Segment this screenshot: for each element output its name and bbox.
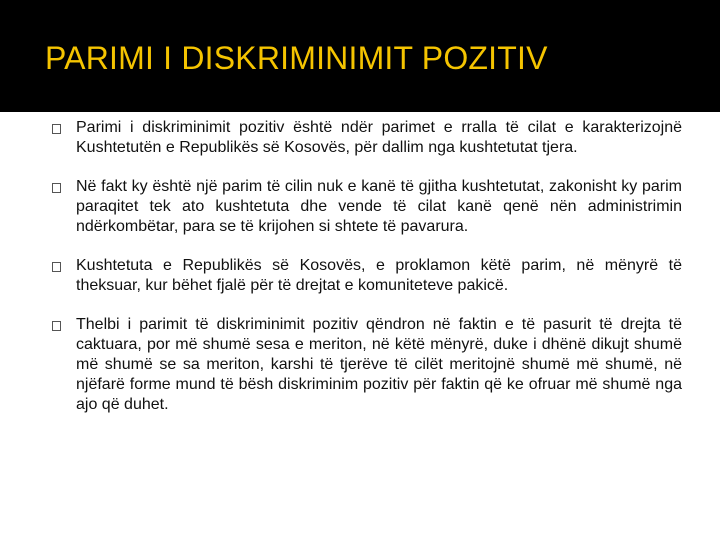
- bullet-box-icon: [52, 262, 61, 272]
- bullet-item: [52, 256, 682, 296]
- bullet-item: [52, 118, 682, 158]
- bullet-box-icon: [52, 124, 61, 134]
- bullet-text: Parimi i diskriminimit pozitiv është ndër parimet e rralla të cilat e karakterizojnë Kushtetutën e Republikës së Kosovës, për dallim nga kushtetutat tjera.: [76, 119, 682, 156]
- bullet-box-icon: [52, 183, 61, 193]
- bullet-box-icon: [52, 321, 61, 331]
- slide-title: PARIMI I DISKRIMINIMIT POZITIV: [45, 40, 548, 76]
- title-bar: [0, 0, 720, 112]
- bullet-text: Thelbi i parimit të diskriminimit pozitiv qëndron në faktin e të pasurit të drejta të caktuara, por më shumë sesa e meriton, në këtë mënyrë, duke i dhënë dikujt shumë më shumë se sa meriton, karshi të tjerëve të cilët meritojnë shumë më shumë, në njëfarë forme mund të bësh diskriminim pozitiv për faktin që ke ofruar më shumë nga ajo që duhet.: [76, 316, 682, 413]
- bullet-text: Në fakt ky është një parim të cilin nuk e kanë të gjitha kushtetutat, zakonisht ky parim paraqitet tek ato kushtetuta dhe vende të cilat kanë qenë nën administrimin ndërkombëtar, para se të krijohen si shtete të pavarura.: [76, 178, 682, 235]
- bullet-item: [52, 315, 682, 415]
- bullet-list: [52, 118, 682, 415]
- bullet-item: [52, 177, 682, 237]
- bullet-text: Kushtetuta e Republikës së Kosovës, e proklamon këtë parim, në mënyrë të theksuar, kur bëhet fjalë për të drejtat e komuniteteve pakicë.: [76, 257, 682, 294]
